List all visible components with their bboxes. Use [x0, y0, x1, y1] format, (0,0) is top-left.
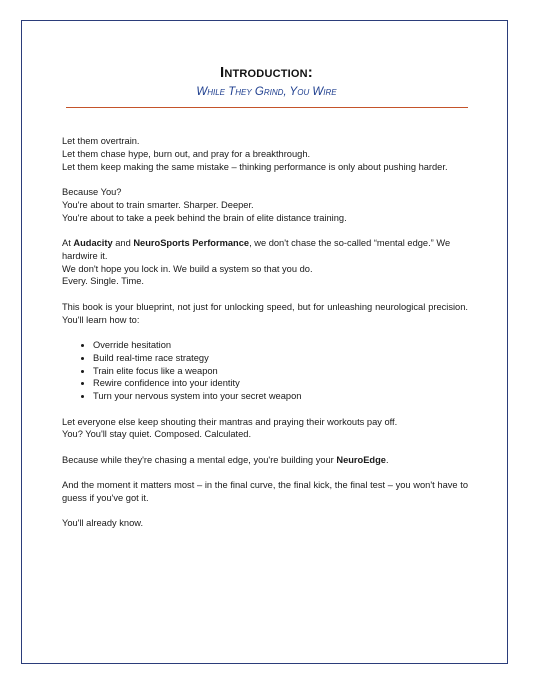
- list-item: • Rewire confidence into your identity: [93, 377, 468, 390]
- p6-pre: Because while they're chasing a mental edge, you're building your: [62, 454, 337, 465]
- list-item: • Turn your nervous system into your secret weapon: [93, 390, 468, 403]
- paragraph-6: [62, 454, 468, 467]
- p5-line-2: You? You'll stay quiet. Composed. Calculated.: [62, 429, 252, 440]
- paragraph-1: [62, 135, 468, 173]
- paragraph-7: And the moment it matters most – in the final curve, the final kick, the final test – you won't have to guess if you've got it.: [62, 480, 468, 503]
- p2-line-3: You're about to take a peek behind the brain of elite distance training.: [62, 212, 347, 223]
- page-subtitle: [0, 86, 533, 98]
- p2-line-2: You're about to train smarter. Sharper. Deeper.: [62, 199, 254, 210]
- p3-and: and: [112, 237, 134, 248]
- list-item: • Build real-time race strategy: [93, 352, 468, 365]
- brand-audacity: Audacity: [73, 237, 113, 248]
- p3-post: , we don't chase the so-called “mental edge.” We hardwire it.: [62, 237, 451, 261]
- subtitle-text: While They Grind, You Wire: [196, 86, 337, 98]
- title-divider: [66, 107, 468, 108]
- paragraph-8: You'll already know.: [62, 518, 144, 529]
- paragraph-2: [62, 186, 468, 224]
- title-text: Introduction:: [219, 64, 314, 81]
- brand-neurosports: NeuroSports Performance: [133, 237, 250, 248]
- p6-post: .: [385, 454, 389, 465]
- p5-line-1: Let everyone else keep shouting their mantras and praying their workouts pay off.: [62, 416, 398, 427]
- brand-neuroedge: NeuroEdge: [336, 454, 386, 465]
- skills-list: [62, 339, 468, 403]
- page-title: [0, 64, 533, 81]
- list-item: • Train elite focus like a weapon: [93, 365, 468, 378]
- p1-line-2: Let them chase hype, burn out, and pray for a breakthrough.: [62, 148, 311, 159]
- body-text: [62, 135, 468, 543]
- paragraph-5: [62, 416, 468, 442]
- p1-line-1: Let them overtrain.: [62, 136, 140, 146]
- paragraph-4: This book is your blueprint, not just for unlocking speed, but for unleashing neurological precision. You'll learn how to:: [62, 301, 468, 325]
- p3-line-3: Every. Single. Time.: [62, 276, 144, 287]
- p2-line-1: Because You?: [62, 186, 122, 197]
- p3-pre: At: [62, 237, 74, 248]
- list-item: • Override hesitation: [93, 339, 468, 352]
- p1-line-3: Let them keep making the same mistake – thinking performance is only about pushing harder.: [62, 161, 448, 172]
- p3-line-2: We don't hope you lock in. We build a system so that you do.: [62, 263, 313, 274]
- paragraph-3: [62, 237, 468, 288]
